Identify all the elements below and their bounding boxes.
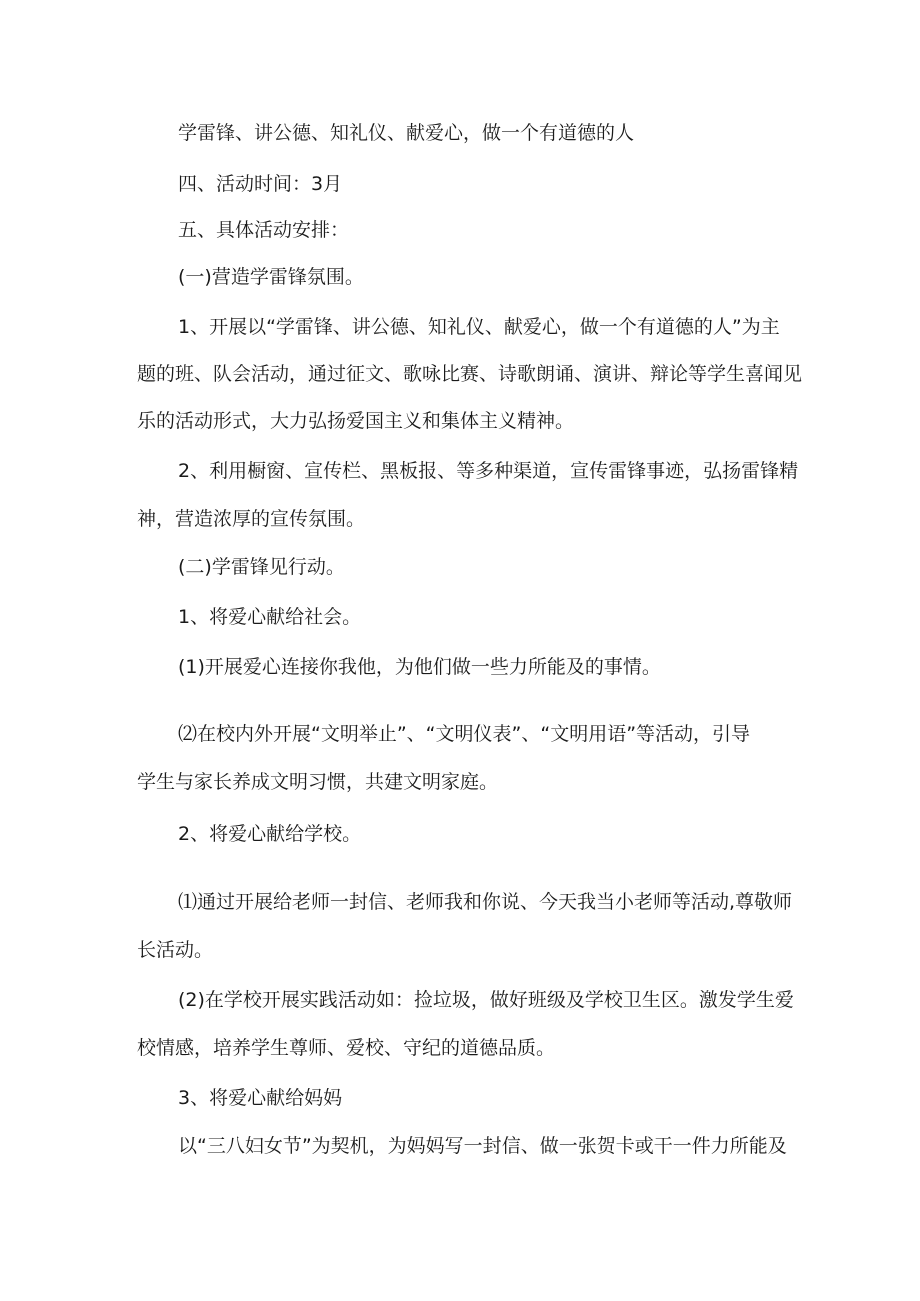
- text-line: 学生与家长养成文明习惯，共建文明家庭。: [137, 771, 499, 793]
- section-heading: 五、具体活动安排：: [178, 219, 350, 241]
- text-line: 以“三八妇女节”为契机，为妈妈写一封信、做一张贺卡或干一件力所能及: [178, 1135, 787, 1157]
- text-line: ⑴通过开展给老师一封信、老师我和你说、今天我当小老师等活动,尊敬师: [178, 891, 793, 913]
- text-line: 2、利用橱窗、宣传栏、黑板报、等多种渠道，宣传雷锋事迹，弘扬雷锋精: [178, 460, 799, 482]
- section-heading: 四、活动时间：3月: [178, 173, 343, 195]
- text-line: 3、将爱心献给妈妈: [178, 1087, 343, 1109]
- text-line: (2)在学校开展实践活动如：捡垃圾，做好班级及学校卫生区。激发学生爱: [178, 989, 794, 1011]
- text-line: 校情感，培养学生尊师、爱校、守纪的道德品质。: [137, 1037, 556, 1059]
- text-line: 长活动。: [137, 939, 214, 961]
- text-line: 1、将爱心献给社会。: [178, 606, 362, 628]
- text-line: (1)开展爱心连接你我他，为他们做一些力所能及的事情。: [178, 656, 661, 678]
- text-line: 神，营造浓厚的宣传氛围。: [137, 508, 366, 530]
- text-line: 学雷锋、讲公德、知礼仪、献爱心，做一个有道德的人: [178, 122, 635, 144]
- text-line: ⑵在校内外开展“文明举止”、“文明仪表”、“文明用语”等活动，引导: [178, 723, 751, 745]
- text-line: 2、将爱心献给学校。: [178, 823, 362, 845]
- text-line: 乐的活动形式，大力弘扬爱国主义和集体主义精神。: [137, 410, 575, 432]
- subsection-heading: (一)营造学雷锋氛围。: [178, 266, 364, 288]
- subsection-heading: (二)学雷锋见行动。: [178, 556, 345, 578]
- text-line: 题的班、队会活动，通过征文、歌咏比赛、诗歌朗诵、演讲、辩论等学生喜闻见: [137, 363, 803, 385]
- text-line: 1、开展以“学雷锋、讲公德、知礼仪、献爱心，做一个有道德的人”为主: [178, 316, 780, 338]
